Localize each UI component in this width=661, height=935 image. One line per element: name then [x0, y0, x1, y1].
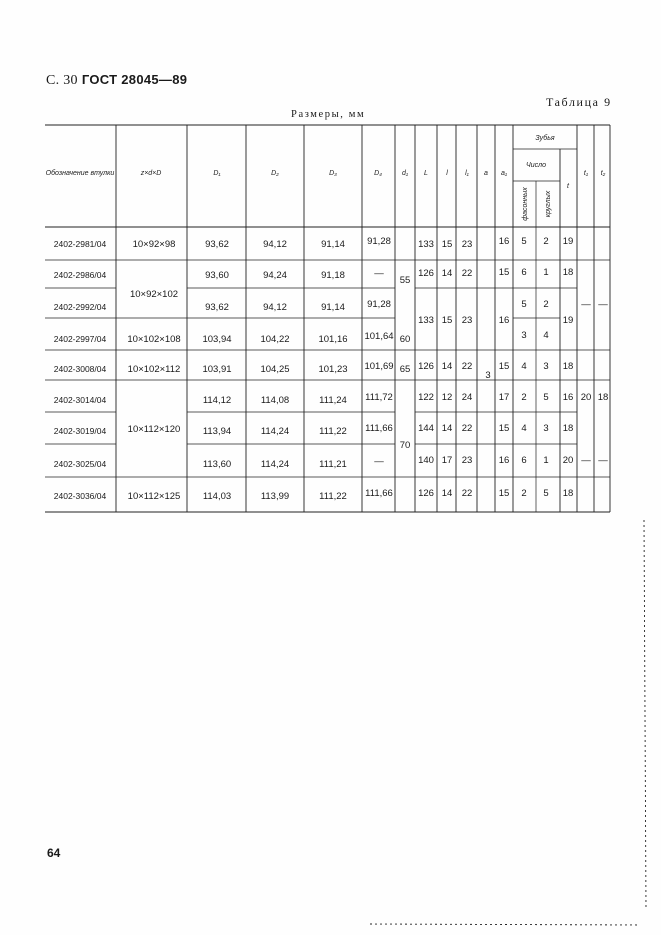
D2-cell: 94,24 — [263, 270, 287, 281]
a1-cell: 17 — [498, 392, 510, 403]
l1-cell: 22 — [461, 361, 473, 372]
D3-cell: 91,14 — [321, 239, 345, 250]
D3-cell: 111,21 — [319, 459, 347, 470]
header-l1: l₁ — [465, 170, 469, 177]
a-cell: 3 — [485, 370, 491, 381]
t2-cell: 18 — [597, 392, 609, 403]
D3-cell: 111,22 — [319, 426, 347, 437]
D2-cell: 114,24 — [260, 459, 290, 470]
header-D1: D₁ — [213, 170, 221, 177]
designation-cell: 2402-2981/04 — [53, 239, 107, 249]
D1-cell: 114,03 — [202, 491, 232, 502]
scan-edge-line — [370, 924, 640, 925]
header-d1: d₁ — [401, 170, 409, 177]
zdD-cell: 10×92×102 — [129, 289, 179, 300]
shaped-count-cell: 6 — [521, 267, 527, 278]
d1-cell: 55 — [399, 275, 411, 286]
D1-cell: 93,60 — [205, 270, 229, 281]
l-cell: 14 — [441, 423, 453, 434]
L-cell: 126 — [418, 268, 434, 279]
D1-cell: 114,12 — [202, 395, 232, 406]
designation-cell: 2402-3025/04 — [53, 459, 107, 469]
designation-cell: 2402-2992/04 — [53, 302, 107, 312]
shaped-count-cell: 6 — [521, 455, 527, 466]
t2-cell: — — [598, 299, 608, 310]
header-a: a — [484, 170, 488, 177]
D3-cell: 101,23 — [318, 364, 348, 375]
d1-cell: 65 — [399, 364, 411, 375]
shaped-count-cell: 2 — [521, 488, 527, 499]
header-shaped: фасонных — [522, 187, 529, 221]
l1-cell: 22 — [461, 423, 473, 434]
D4-cell: 91,28 — [367, 299, 391, 310]
round-count-cell: 5 — [543, 392, 549, 403]
L-cell: 126 — [418, 361, 434, 372]
a1-cell: 15 — [498, 488, 510, 499]
scan-edge-line — [644, 520, 646, 910]
a1-cell: 16 — [498, 315, 510, 326]
L-cell: 133 — [418, 239, 434, 250]
L-cell: 140 — [418, 455, 434, 466]
D4-cell: — — [374, 268, 384, 279]
round-count-cell: 2 — [543, 236, 549, 247]
shaped-count-cell: 3 — [521, 330, 527, 341]
D3-cell: 111,24 — [319, 395, 347, 406]
t2-cell: — — [598, 455, 608, 466]
L-cell: 126 — [418, 488, 434, 499]
D1-cell: 93,62 — [205, 239, 229, 250]
header-D4: D₄ — [374, 170, 382, 177]
zdD-cell: 10×112×120 — [127, 424, 181, 435]
header-count: Число — [526, 162, 546, 169]
a1-cell: 16 — [498, 455, 510, 466]
D1-cell: 103,91 — [202, 364, 232, 375]
zdD-cell: 10×102×112 — [127, 364, 181, 375]
round-count-cell: 2 — [543, 299, 549, 310]
a1-cell: 16 — [498, 236, 510, 247]
D1-cell: 113,60 — [202, 459, 232, 470]
shaped-count-cell: 5 — [521, 236, 527, 247]
d1-cell: 70 — [399, 440, 411, 451]
round-count-cell: 3 — [543, 423, 549, 434]
round-count-cell: 5 — [543, 488, 549, 499]
designation-cell: 2402-3036/04 — [53, 491, 107, 501]
a1-cell: 15 — [498, 423, 510, 434]
l1-cell: 22 — [461, 268, 473, 279]
D3-cell: 101,16 — [318, 334, 348, 345]
zdD-cell: 10×112×125 — [127, 491, 181, 502]
L-cell: 122 — [418, 392, 434, 403]
D2-cell: 104,25 — [260, 364, 290, 375]
D4-cell: 111,66 — [365, 423, 393, 434]
D2-cell: 114,24 — [260, 426, 290, 437]
header-D3: D₃ — [329, 170, 337, 177]
D2-cell: 113,99 — [260, 491, 290, 502]
D1-cell: 103,94 — [202, 334, 232, 345]
t-cell: 19 — [562, 315, 574, 326]
D3-cell: 91,14 — [321, 302, 345, 313]
t1-cell: 20 — [580, 392, 592, 403]
round-count-cell: 4 — [543, 330, 549, 341]
l-cell: 12 — [441, 392, 453, 403]
l1-cell: 24 — [461, 392, 473, 403]
t1-cell: — — [581, 299, 591, 310]
round-count-cell: 3 — [543, 361, 549, 372]
l-cell: 14 — [441, 488, 453, 499]
a1-cell: 15 — [498, 267, 510, 278]
L-cell: 144 — [418, 423, 434, 434]
round-count-cell: 1 — [543, 267, 549, 278]
l-cell: 17 — [441, 455, 453, 466]
designation-cell: 2402-2986/04 — [53, 270, 107, 280]
shaped-count-cell: 4 — [521, 361, 527, 372]
d1-cell: 60 — [399, 334, 411, 345]
l1-cell: 22 — [461, 488, 473, 499]
page-number: 64 — [47, 846, 61, 860]
D1-cell: 113,94 — [202, 426, 232, 437]
D4-cell: 91,28 — [367, 236, 391, 247]
D2-cell: 114,08 — [260, 395, 290, 406]
t-cell: 16 — [562, 392, 574, 403]
shaped-count-cell: 2 — [521, 392, 527, 403]
D3-cell: 91,18 — [321, 270, 345, 281]
header-zdD: z×d×D — [140, 170, 162, 177]
designation-cell: 2402-3019/04 — [53, 426, 107, 436]
designation-cell: 2402-2997/04 — [53, 334, 107, 344]
D2-cell: 94,12 — [263, 239, 287, 250]
header-L: L — [424, 170, 428, 177]
l-cell: 14 — [441, 268, 453, 279]
shaped-count-cell: 5 — [521, 299, 527, 310]
t-cell: 18 — [562, 361, 574, 372]
t-cell: 18 — [562, 423, 574, 434]
t-cell: 18 — [562, 488, 574, 499]
zdD-cell: 10×92×98 — [132, 239, 176, 250]
table-label: Таблица 9 — [546, 95, 612, 109]
D2-cell: 104,22 — [260, 334, 290, 345]
header-a1: a₁ — [500, 170, 508, 177]
header-t2: t₂ — [600, 170, 606, 177]
header-standard: ГОСТ 28045—89 — [81, 72, 188, 87]
header-D2: D₂ — [271, 170, 279, 177]
header-prefix: С. 30 — [46, 73, 78, 88]
D3-cell: 111,22 — [319, 491, 347, 502]
header-round: круглых — [545, 190, 552, 218]
designation-cell: 2402-3008/04 — [53, 364, 107, 374]
D2-cell: 94,12 — [263, 302, 287, 313]
designation-cell: 2402-3014/04 — [53, 395, 107, 405]
t1-cell: — — [581, 455, 591, 466]
header-teeth: Зубья — [535, 135, 555, 142]
l-cell: 15 — [441, 239, 453, 250]
D4-cell: — — [374, 456, 384, 467]
D4-cell: 111,72 — [365, 392, 393, 403]
header-designation: Обозначение втулки — [45, 170, 115, 177]
t-cell: 20 — [562, 455, 574, 466]
header-t: t — [567, 183, 569, 190]
t-cell: 19 — [562, 236, 574, 247]
l1-cell: 23 — [461, 239, 473, 250]
l1-cell: 23 — [461, 455, 473, 466]
D1-cell: 93,62 — [205, 302, 229, 313]
D4-cell: 111,66 — [365, 488, 393, 499]
t-cell: 18 — [562, 267, 574, 278]
D4-cell: 101,69 — [364, 361, 394, 372]
header-t1: t₁ — [583, 170, 589, 177]
zdD-cell: 10×102×108 — [127, 334, 181, 345]
round-count-cell: 1 — [543, 455, 549, 466]
l1-cell: 23 — [461, 315, 473, 326]
header-l: l — [446, 170, 448, 177]
shaped-count-cell: 4 — [521, 423, 527, 434]
L-cell: 133 — [418, 315, 434, 326]
a1-cell: 15 — [498, 361, 510, 372]
D4-cell: 101,64 — [364, 331, 394, 342]
l-cell: 14 — [441, 361, 453, 372]
sizes-label: Размеры, мм — [291, 109, 366, 120]
l-cell: 15 — [441, 315, 453, 326]
